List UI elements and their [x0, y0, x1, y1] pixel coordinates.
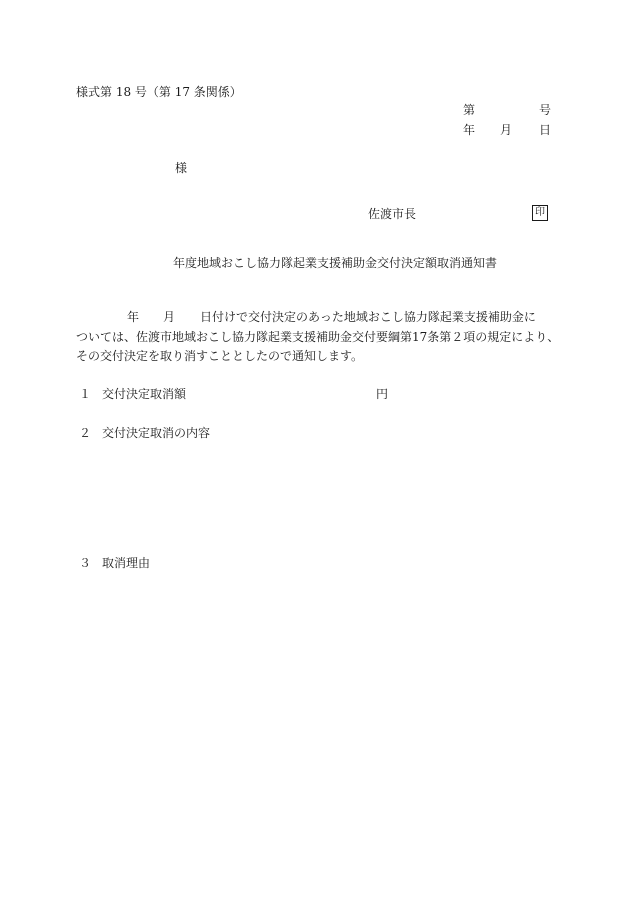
item-3-number: ３ [79, 556, 92, 570]
date-year: 年 [463, 123, 476, 137]
seal-icon: 印 [532, 205, 548, 221]
doc-number-go: 号 [539, 103, 552, 117]
body-month: 月 [163, 310, 176, 324]
body-year: 年 [127, 310, 140, 324]
date-day: 日 [539, 123, 552, 137]
body-line1-text: 日付けで交付決定のあった地域おこし協力隊起業支援補助金に [200, 310, 536, 324]
document-title: 年度地域おこし協力隊起業支援補助金交付決定額取消通知書 [173, 256, 498, 270]
issuer-name: 佐渡市長 [368, 207, 417, 221]
addressee-suffix: 様 [175, 161, 188, 175]
item-2-number: ２ [79, 426, 92, 440]
form-number: 様式第 18 号（第 17 条関係） [76, 85, 242, 99]
item-1-number: １ [79, 387, 92, 401]
item-3-label: 取消理由 [102, 556, 151, 570]
doc-number-dai: 第 [463, 103, 476, 117]
body-line2: ついては、佐渡市地域おこし協力隊起業支援補助金交付要綱第17条第２項の規定により、 [76, 330, 560, 344]
item-1-unit: 円 [376, 387, 389, 401]
item-1-label: 交付決定取消額 [102, 387, 187, 401]
body-line3: その交付決定を取り消すこととしたので通知します。 [76, 349, 364, 363]
date-month: 月 [500, 123, 513, 137]
seal-mark [532, 205, 548, 221]
item-2-label: 交付決定取消の内容 [102, 426, 211, 440]
